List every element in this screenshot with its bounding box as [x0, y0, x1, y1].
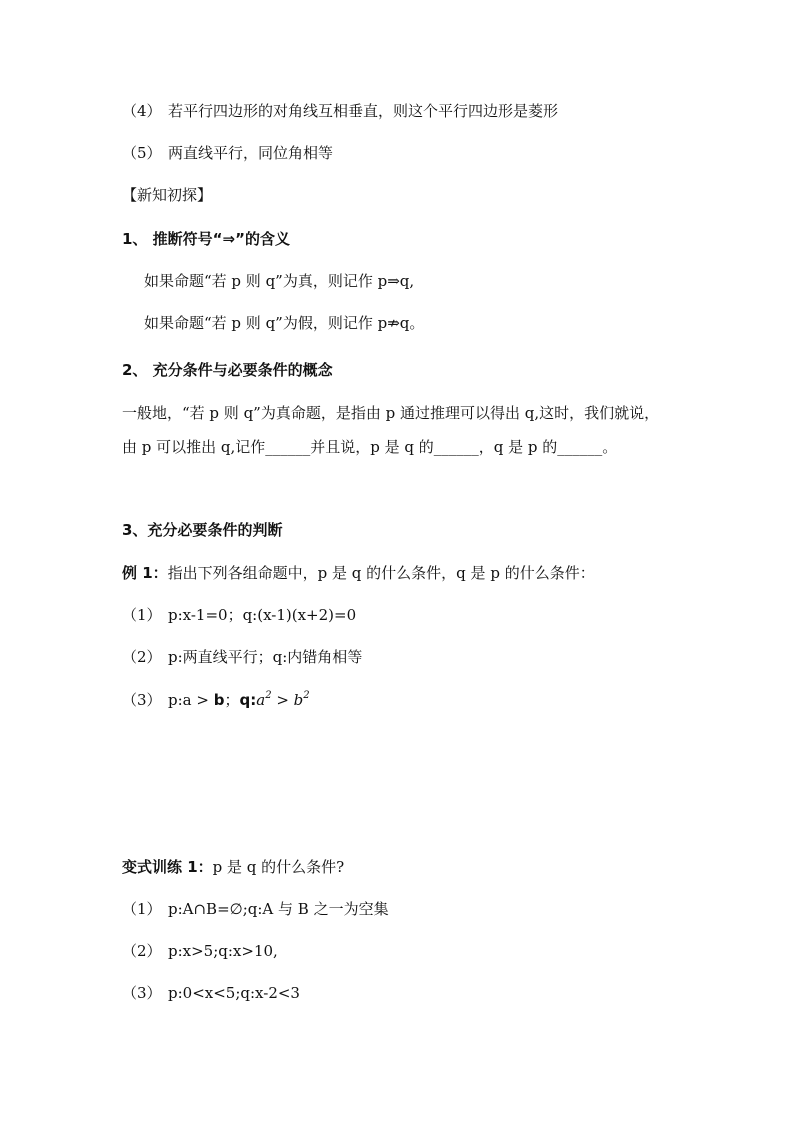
item-number: （1） — [122, 606, 162, 624]
item-text: p:x>5;q:x>10, — [168, 942, 278, 960]
variant-item-3 — [122, 983, 300, 1003]
exponent-b: 2 — [303, 690, 310, 701]
example-item-1 — [122, 605, 356, 625]
review-item-5 — [122, 143, 333, 163]
item-text: p:两直线平行；q:内错角相等 — [168, 648, 363, 666]
item-number: （1） — [122, 900, 162, 918]
variant-item-1 — [122, 899, 389, 919]
example-1-prompt — [122, 563, 595, 583]
section-1-title: 1、 推断符号“⇒”的含义 — [122, 230, 290, 248]
definition-line-2: 由 p 可以推出 q,记作______并且说，p 是 q 的______，q 是 p 的______。 — [122, 438, 618, 456]
item-text: p:0<x<5;q:x-2<3 — [168, 984, 300, 1002]
variant-item-2 — [122, 941, 278, 961]
section-heading-new-knowledge: 【新知初探】 — [122, 186, 213, 204]
implication-false-line: 如果命题“若 p 则 q”为假，则记作 p⇏q。 — [144, 314, 425, 332]
item-number: （2） — [122, 648, 162, 666]
separator: ； — [224, 691, 240, 709]
item-text: 若平行四边形的对角线互相垂直，则这个平行四边形是菱形 — [168, 102, 559, 120]
implication-true-line: 如果命题“若 p 则 q”为真，则记作 p⇒q, — [144, 272, 415, 290]
example-text: 指出下列各组命题中，p 是 q 的什么条件，q 是 p 的什么条件： — [167, 564, 595, 582]
item-number: （5） — [122, 144, 162, 162]
greater-than-sign: > — [191, 691, 214, 709]
item-number: （3） — [122, 984, 162, 1002]
exponent-a: 2 — [265, 690, 272, 701]
item-text: p:x-1=0；q:(x-1)(x+2)=0 — [168, 606, 357, 624]
review-item-4 — [122, 101, 558, 121]
item-number: （4） — [122, 102, 162, 120]
variant-1-prompt — [122, 857, 344, 877]
q-label: q: — [239, 691, 257, 709]
example-label: 例 1： — [122, 564, 168, 582]
a-variable: a — [256, 691, 266, 709]
variant-label: 变式训练 1： — [122, 858, 213, 876]
b-variable-2: b — [293, 691, 304, 709]
section-2-title: 2、 充分条件与必要条件的概念 — [122, 361, 333, 379]
math-expression — [256, 691, 309, 709]
item-text: p:A∩B=∅;q:A 与 B 之一为空集 — [168, 900, 389, 918]
item-number: （3） — [122, 691, 162, 709]
example-item-3 — [122, 690, 310, 710]
section-3-title: 3、充分必要条件的判断 — [122, 521, 283, 539]
b-variable: b — [213, 691, 225, 709]
item-text: 两直线平行，同位角相等 — [168, 144, 334, 162]
definition-line-1: 一般地，“若 p 则 q”为真命题，是指由 p 通过推理可以得出 q,这时，我们就说， — [122, 404, 660, 422]
greater-than-sign-2: > — [271, 691, 294, 709]
item-number: （2） — [122, 942, 162, 960]
p-expression: p:a — [168, 691, 192, 709]
example-item-2 — [122, 647, 362, 667]
variant-text: p 是 q 的什么条件? — [212, 858, 345, 876]
